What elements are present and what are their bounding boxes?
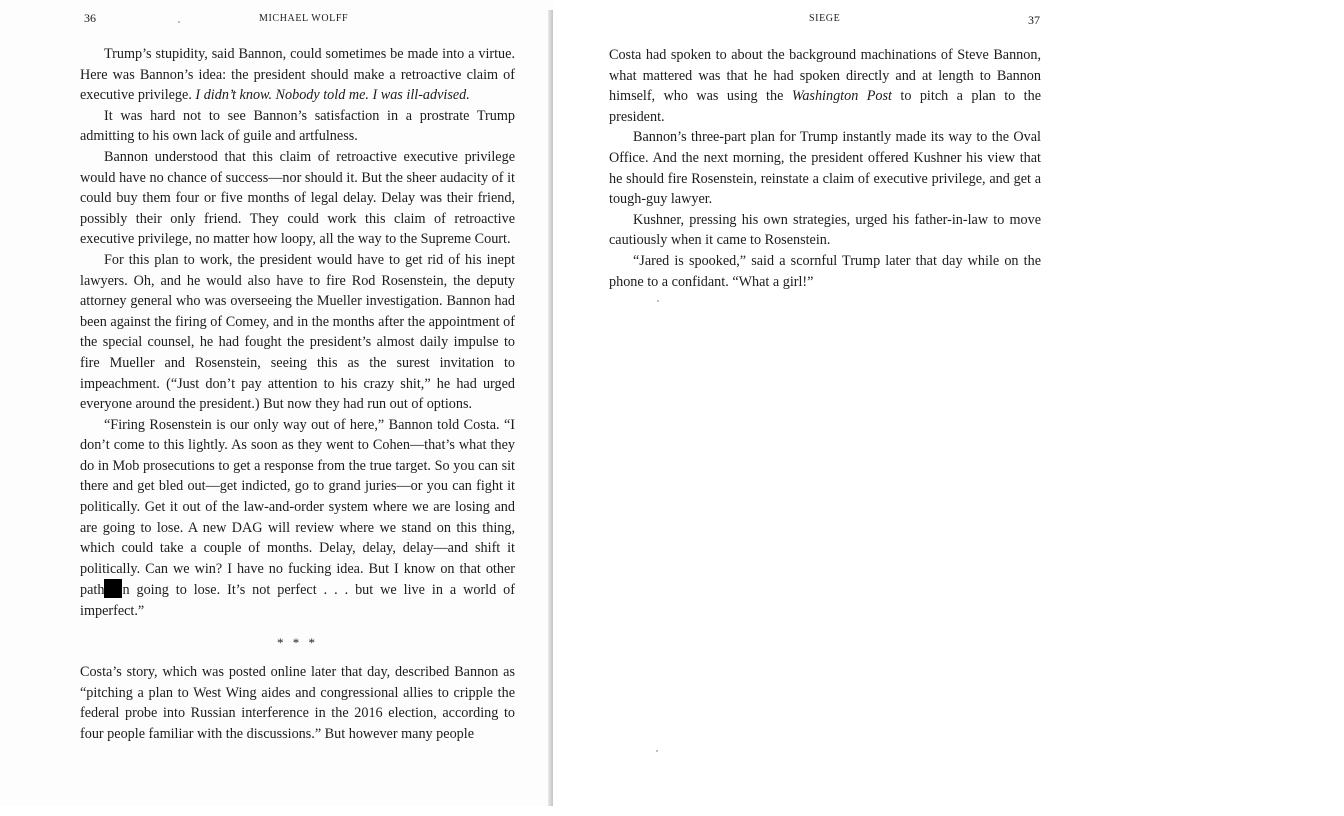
paragraph: Trump’s stupidity, said Bannon, could sometimes be made into a virtue. Here was Bannon’s idea: the president should make a retroactive claim of executive privilege. I didn’t know. Nobody told me. I was ill-advised. [80,46,515,104]
redaction-mark [104,579,122,598]
page-number-left: 36 [84,11,96,25]
running-head-right: SIEGE [809,13,841,24]
section-break: * * * [277,634,318,650]
paragraph: Kushner, pressing his own strategies, urged his father-in-law to move cautiously when it came to Rosenstein. [609,211,1041,249]
paragraph: Bannon understood that this claim of retroactive executive privilege would have no chance of success—nor should it. But the sheer audacity of it could buy them four or five months of legal delay. Delay was their friend, possibly their only friend. They could work this claim of retroactive executive privilege, no matter how loopy, all the way to the Supreme Court. [80,148,515,248]
scan-speck [178,21,180,23]
right-page-body [609,45,1041,292]
page-number-right: 37 [1028,13,1040,27]
left-page-body [80,44,515,745]
italic-title: Washington Post [791,88,892,105]
paragraph: Costa had spoken to about the background machinations of Steve Bannon, what mattered was that he had spoken directly and at length to Bannon himself, who was using the Washington Post to pitch a plan to the president. [609,47,1041,125]
running-head-left: MICHAEL WOLFF [259,13,349,24]
paragraph: It was hard not to see Bannon’s satisfaction in a prostrate Trump admitting to his own lack of guile and artfulness. [80,107,515,145]
paragraph: “Firing Rosenstein is our only way out of here,” Bannon told Costa. “I don’t come to this lightly. As soon as they went to Cohen—that’s what they do in Mob prosecutions to get a response from the true target. So you can sit there and get bled out—get indicted, go to grand juries—or you can fight it politically. Get it out of the law-and-order system where we are losing and are going to lose. A new DAG will review where we stand on this thing, which could take a couple of months. Delay, delay, delay—and shift it politically. Can we win? I have no fucking idea. But I know on that other path n going to lose. It’s not perfect . . . but we live in a world of imperfect.” [80,416,515,620]
scan-speck [657,300,659,302]
paragraph: For this plan to work, the president would have to get rid of his inept lawyers. Oh, and he would also have to fire Rod Rosenstein, the deputy attorney general who was overseeing the Mueller investigation. Bannon had been against the firing of Comey, and in the months after the appointment of the special counsel, he had fought the president’s almost daily impulse to fire Mueller and Rosenstein, seeing this as the surest invitation to impeachment. (“Just don’t pay attention to his crazy shit,” he had urged everyone around the president.) But now they had run out of options. [80,251,515,413]
paragraph: Costa’s story, which was posted online later that day, described Bannon as “pitching a plan to West Wing aides and congressional allies to cripple the federal probe into Russian interference in the 2016 election, according to four people familiar with the discussions.” But however many people [80,664,515,742]
scan-speck [656,750,658,752]
paragraph: “Jared is spooked,” said a scornful Trump later that day while on the phone to a confidant. “What a girl!” [609,252,1041,290]
left-page [0,0,553,806]
italic-quote: I didn’t know. Nobody told me. I was ill-advised. [195,87,470,104]
paragraph: Bannon’s three-part plan for Trump instantly made its way to the Oval Office. And the next morning, the president offered Kushner his view that he should fire Rosenstein, reinstate a claim of executive privilege, and get a tough-guy lawyer. [609,129,1041,208]
